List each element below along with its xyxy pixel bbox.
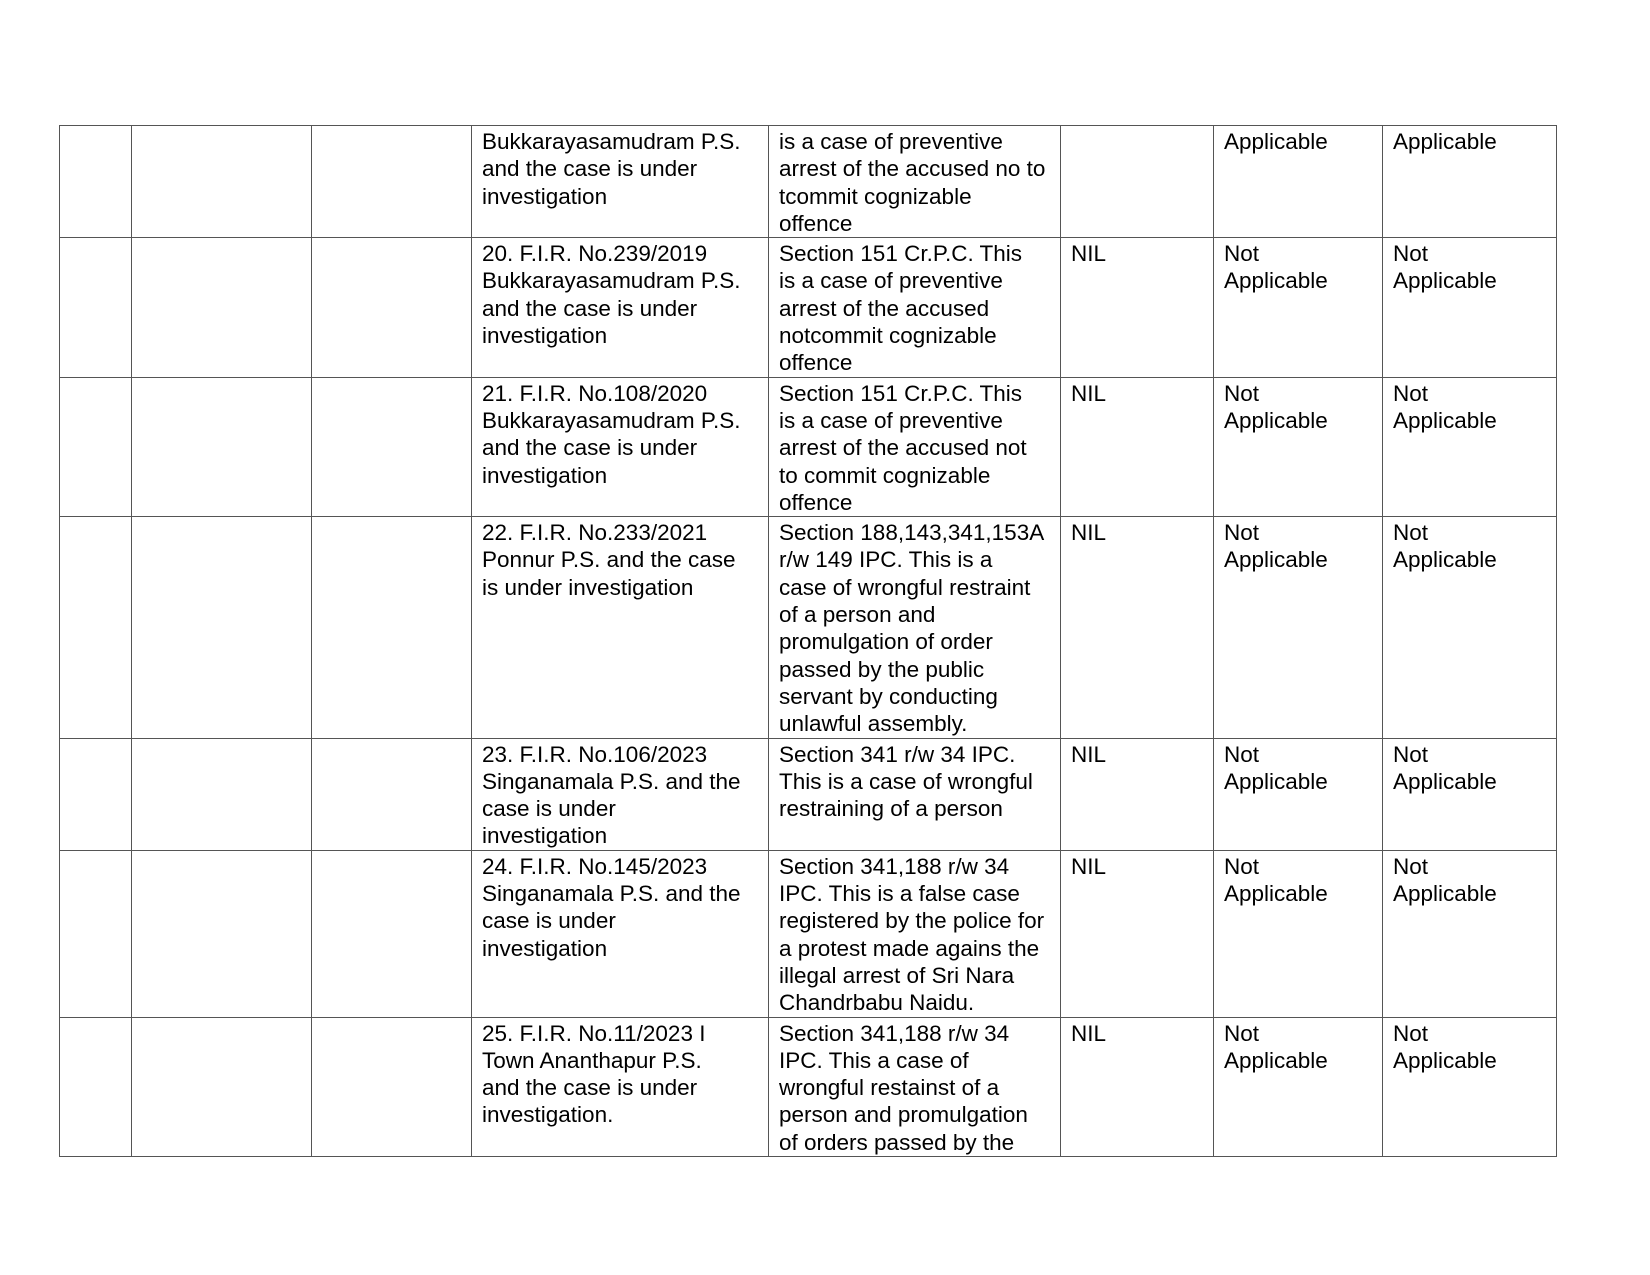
applicability-cell: Not Applicable [1214, 377, 1383, 516]
fir-cell: 22. F.I.R. No.233/2021 Ponnur P.S. and the case is under investigation [472, 517, 769, 738]
fir-cell: Bukkarayasamudram P.S. and the case is under investigation [472, 126, 769, 238]
applicability-cell: Not Applicable [1214, 850, 1383, 1017]
status-cell: NIL [1061, 1017, 1214, 1156]
empty-cell [312, 517, 472, 738]
case-details-table [59, 125, 1557, 1157]
applicability-cell: Applicable [1214, 126, 1383, 238]
table-row [60, 738, 1557, 850]
empty-cell [132, 238, 312, 377]
applicability-cell: Not Applicable [1383, 238, 1557, 377]
applicability-cell: Not Applicable [1383, 517, 1557, 738]
table-row [60, 377, 1557, 516]
applicability-cell: Not Applicable [1214, 1017, 1383, 1156]
empty-cell [132, 850, 312, 1017]
empty-cell [312, 377, 472, 516]
applicability-cell: Not Applicable [1383, 377, 1557, 516]
applicability-cell: Applicable [1383, 126, 1557, 238]
section-cell: is a case of preventive arrest of the accused no to tcommit cognizable offence [769, 126, 1061, 238]
status-cell: NIL [1061, 738, 1214, 850]
serial-cell [60, 517, 132, 738]
fir-cell: 25. F.I.R. No.11/2023 I Town Ananthapur P.S. and the case is under investigation. [472, 1017, 769, 1156]
status-cell: NIL [1061, 238, 1214, 377]
section-cell: Section 151 Cr.P.C. This is a case of preventive arrest of the accused not to commit cognizable offence [769, 377, 1061, 516]
status-cell: NIL [1061, 517, 1214, 738]
empty-cell [312, 1017, 472, 1156]
applicability-cell: Not Applicable [1214, 238, 1383, 377]
empty-cell [132, 1017, 312, 1156]
table-row [60, 517, 1557, 738]
serial-cell [60, 126, 132, 238]
empty-cell [132, 377, 312, 516]
applicability-cell: Not Applicable [1383, 1017, 1557, 1156]
section-cell: Section 341,188 r/w 34 IPC. This a case of wrongful restainst of a person and promulgation of orders passed by the [769, 1017, 1061, 1156]
serial-cell [60, 1017, 132, 1156]
section-cell: Section 341,188 r/w 34 IPC. This is a false case registered by the police for a protest made agains the illegal arrest of Sri Nara Chandrbabu Naidu. [769, 850, 1061, 1017]
empty-cell [312, 126, 472, 238]
empty-cell [312, 850, 472, 1017]
table-row [60, 1017, 1557, 1156]
section-cell: Section 151 Cr.P.C. This is a case of preventive arrest of the accused notcommit cognizable offence [769, 238, 1061, 377]
serial-cell [60, 238, 132, 377]
section-cell: Section 341 r/w 34 IPC. This is a case of wrongful restraining of a person [769, 738, 1061, 850]
fir-cell: 21. F.I.R. No.108/2020 Bukkarayasamudram P.S. and the case is under investigation [472, 377, 769, 516]
table-row [60, 850, 1557, 1017]
status-cell: NIL [1061, 377, 1214, 516]
empty-cell [132, 126, 312, 238]
fir-cell: 20. F.I.R. No.239/2019 Bukkarayasamudram P.S. and the case is under investigation [472, 238, 769, 377]
empty-cell [132, 517, 312, 738]
empty-cell [312, 238, 472, 377]
table-row [60, 238, 1557, 377]
serial-cell [60, 377, 132, 516]
section-cell: Section 188,143,341,153A r/w 149 IPC. This is a case of wrongful restraint of a person and promulgation of order passed by the public servant by conducting unlawful assembly. [769, 517, 1061, 738]
serial-cell [60, 738, 132, 850]
serial-cell [60, 850, 132, 1017]
fir-cell: 24. F.I.R. No.145/2023 Singanamala P.S. and the case is under investigation [472, 850, 769, 1017]
empty-cell [132, 738, 312, 850]
applicability-cell: Not Applicable [1383, 738, 1557, 850]
applicability-cell: Not Applicable [1214, 517, 1383, 738]
empty-cell [312, 738, 472, 850]
applicability-cell: Not Applicable [1383, 850, 1557, 1017]
status-cell [1061, 126, 1214, 238]
status-cell: NIL [1061, 850, 1214, 1017]
fir-cell: 23. F.I.R. No.106/2023 Singanamala P.S. and the case is under investigation [472, 738, 769, 850]
applicability-cell: Not Applicable [1214, 738, 1383, 850]
table-row [60, 126, 1557, 238]
